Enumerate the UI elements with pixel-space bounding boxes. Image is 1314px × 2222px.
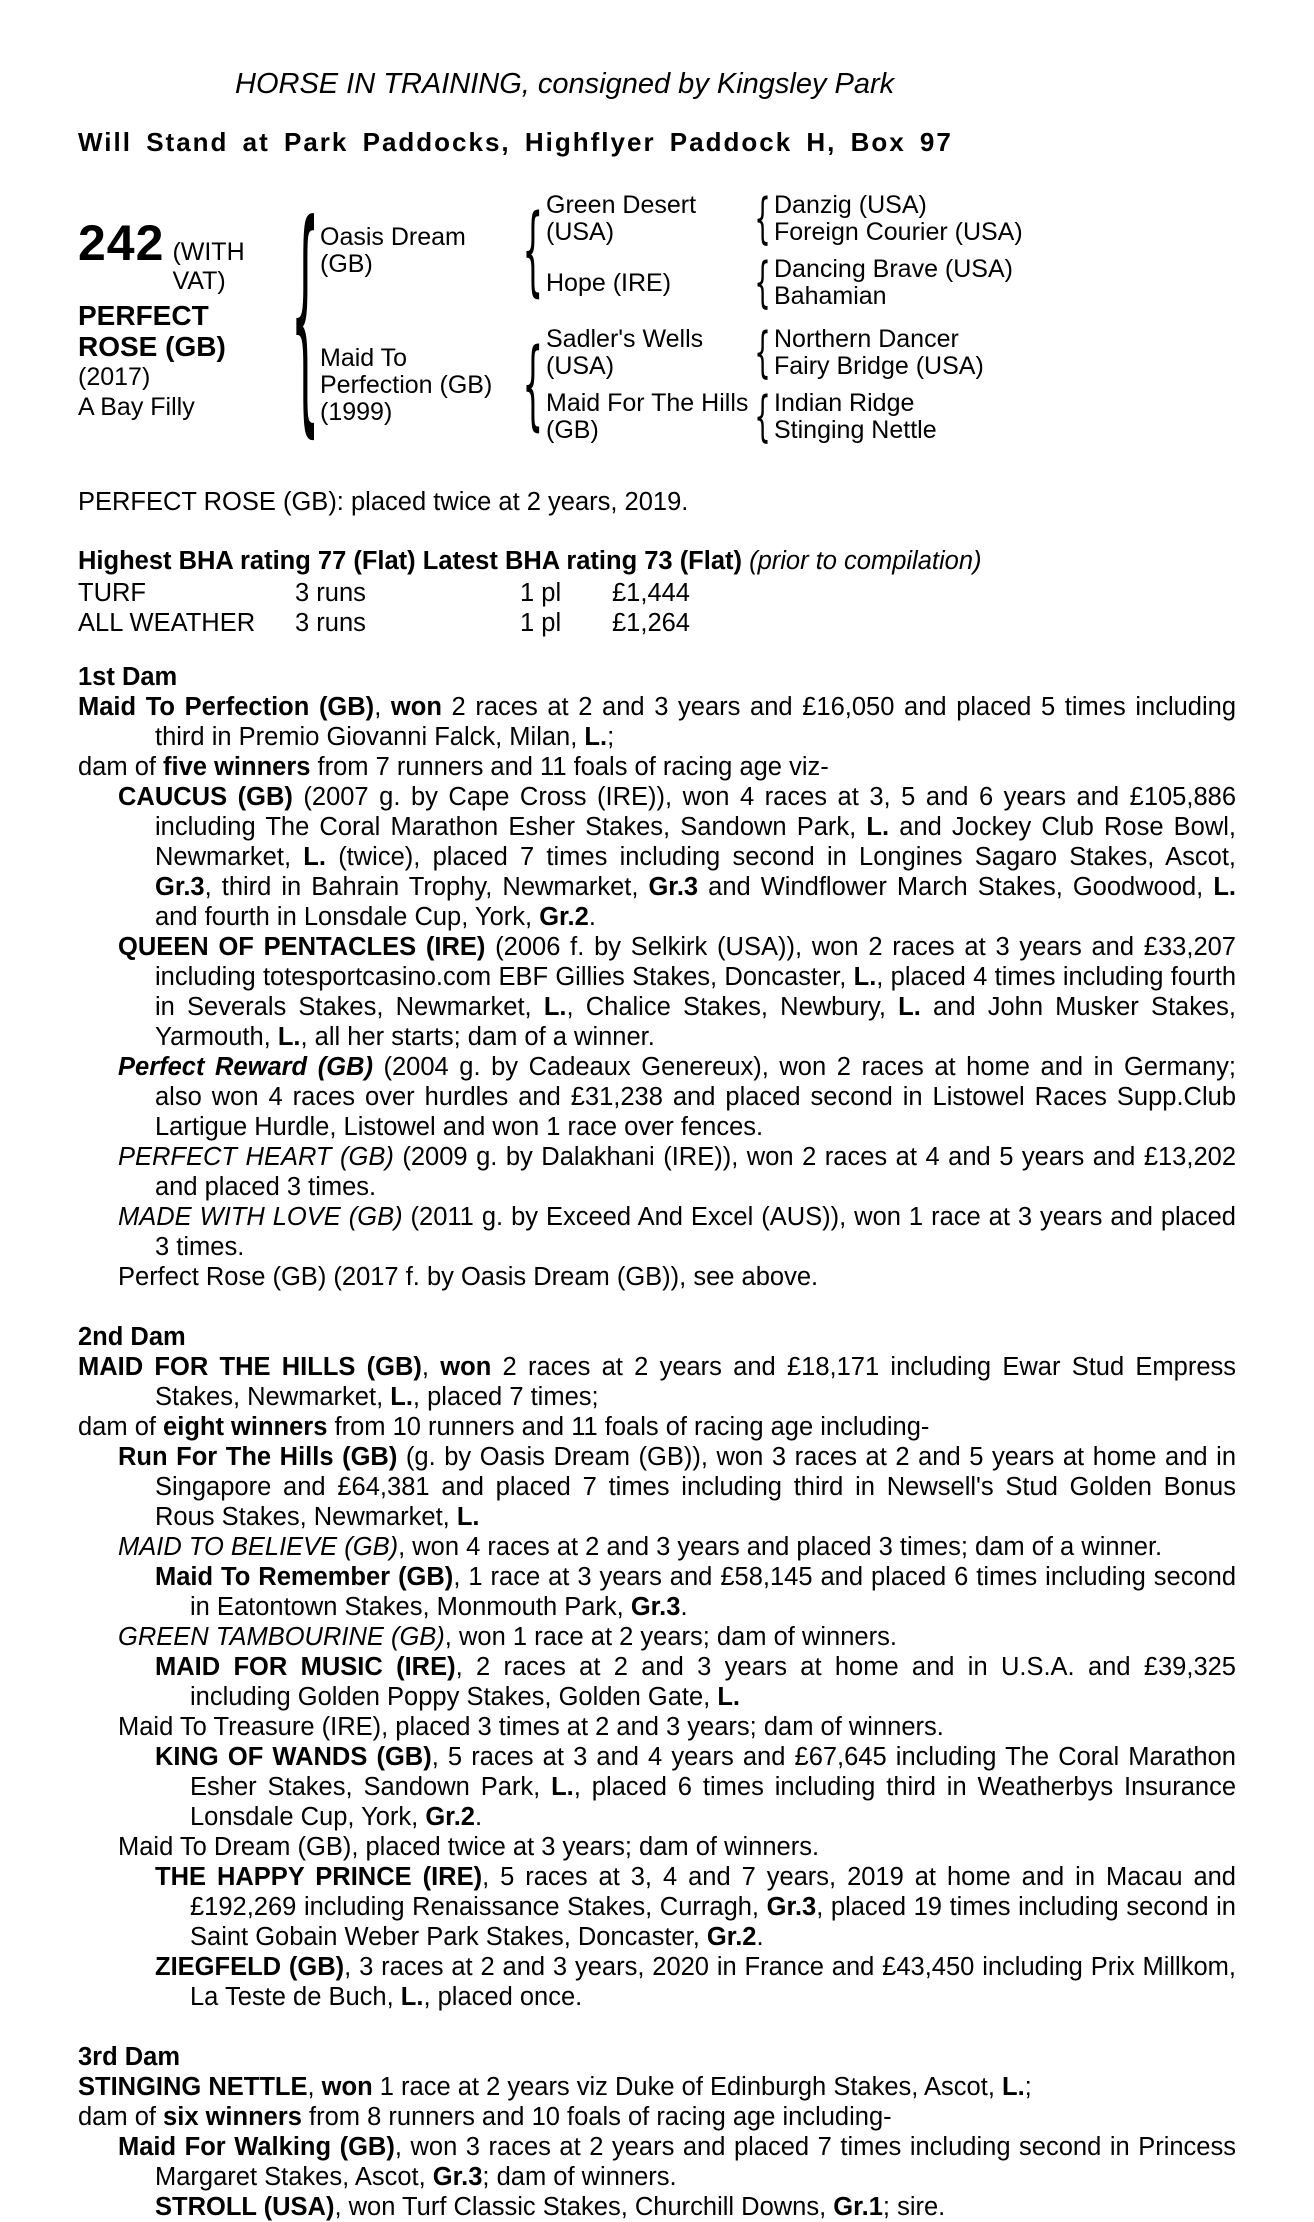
sire-branch [320,187,1023,315]
race-record-earnings: £1,264 [612,609,690,637]
pedigree-paragraph: KING OF WANDS (GB), 5 races at 3 and 4 years and £67,645 including The Coral Marathon Esher Stakes, Sandown Park, L., placed 6 times including third in Weatherbys Insurance Lonsdale Cup, York, Gr.2. [155,1743,1236,1831]
race-record-runs: 3 runs [295,609,366,637]
race-record-table [78,578,1236,638]
race-record-places: 1 pl [520,609,562,637]
race-record-summary: PERFECT ROSE (GB): placed twice at 2 years, 2019. [78,488,689,516]
sire-sire-sire: Danzig (USA) [774,191,927,219]
sire-dam-brace: { [754,251,772,315]
bha-rating-line [78,547,1236,576]
sire-dam-name: Hope (IRE) [546,268,672,297]
dams-sections [78,662,1236,2222]
dam-sire-name: Sadler's Wells (USA) [546,325,704,380]
pedigree-paragraph: MAID FOR THE HILLS (GB), won 2 races at 2 years and £18,171 including Ewar Stud Empress Stakes, Newmarket, L., placed 7 times; [78,1353,1237,1411]
dam-year: (1999) [320,397,393,426]
pedigree-paragraph: Maid To Dream (GB), placed twice at 3 years; dam of winners. [118,1833,820,1861]
pedigree-paragraph: dam of five winners from 7 runners and 11 foals of racing age viz- [78,753,829,781]
pedigree-paragraph: ZIEGFELD (GB), 3 races at 2 and 3 years, 2020 in France and £43,450 including Prix Millkom, La Teste de Buch, L., placed once. [155,1953,1236,2011]
sire-dam-dam: Bahamian [774,282,887,310]
dam-name [320,345,520,426]
race-record-earnings: £1,444 [612,579,690,607]
stand-location: Will Stand at Park Paddocks, Highflyer Paddock H, Box 97 [78,127,953,157]
race-record-places: 1 pl [520,579,562,607]
sire-sire-name: Green Desert (USA) [546,191,697,246]
pedigree-paragraph: MADE WITH LOVE (GB) (2011 g. by Exceed And Excel (AUS)), won 1 race at 3 years and placed 3 times. [118,1203,1236,1261]
race-record-surface: ALL WEATHER [78,609,256,637]
lot-number: 242 [78,215,165,271]
dam-sire-dam: Fairy Bridge (USA) [774,352,984,380]
race-record-row [78,608,1236,638]
lot-and-pedigree [78,174,1236,460]
race-record-runs: 3 runs [295,579,366,607]
sire-sire-group [546,187,1023,251]
pedigree-paragraph: Perfect Reward (GB) (2004 g. by Cadeaux Genereux), won 2 races at home and in Germany; also won 4 races over hurdles and £31,238 and placed second in Listowel Races Supp.Club Lartigue Hurdle, Listowel and won 1 race over fences. [118,1053,1236,1141]
pedigree-paragraph: Run For The Hills (GB) (g. by Oasis Dream (GB)), won 3 races at 2 and 5 years at home and in Singapore and £64,381 and placed 7 times including third in Newsell's Stud Golden Bonus Rous Stakes, Newmarket, L. [118,1443,1236,1531]
dam-dam-name: Maid For The Hills (GB) [546,389,749,444]
pedigree-tree [320,187,1023,449]
pedigree-paragraph: PERFECT HEART (GB) (2009 g. by Dalakhani (IRE)), won 2 races at 4 and 5 years and £13,202 and placed 3 times. [118,1143,1236,1201]
dam-dam-brace: { [754,385,772,449]
dam-name-text: Maid To Perfection (GB) [320,343,493,399]
sire-sire-dam: Foreign Courier (USA) [774,218,1023,246]
bha-rating-note: (prior to compilation) [742,547,982,575]
dam-heading: 1st Dam [78,663,178,691]
horse-name: PERFECT ROSE (GB) [78,300,226,362]
lot-info [78,214,290,422]
pedigree-outer-brace: { [290,174,320,460]
birth-year: (2017) [78,363,151,391]
pedigree-paragraph: MAID TO BELIEVE (GB), won 4 races at 2 and 3 years and placed 3 times; dam of a winner. [118,1533,1163,1561]
dam-sire-brace: { [754,321,772,385]
bha-rating-bold: Highest BHA rating 77 (Flat) Latest BHA rating 73 (Flat) [78,547,743,575]
dam-brace: { [522,328,544,442]
dam-dam-sire: Indian Ridge [774,389,915,417]
consignment-header: HORSE IN TRAINING, consigned by Kingsley Park [235,68,895,100]
dam-sire-group [546,321,984,385]
dam-dam-group [546,385,984,449]
dam-branch [320,321,1023,449]
pedigree-paragraph: dam of eight winners from 10 runners and 11 foals of racing age including- [78,1413,930,1441]
pedigree-paragraph: CAUCUS (GB) (2007 g. by Cape Cross (IRE)), won 4 races at 3, 5 and 6 years and £105,886 including The Coral Marathon Esher Stakes, Sandown Park, L. and Jockey Club Rose Bowl, Newmarket, L. (twice), placed 7 times including second in Longines Sagaro Stakes, Ascot, Gr.3, third in Bahrain Trophy, Newmarket, Gr.3 and Windflower March Stakes, Goodwood, L. and fourth in Lonsdale Cup, York, Gr.2. [118,783,1236,931]
sire-sire-brace: { [754,187,772,251]
race-record-surface: TURF [78,579,146,607]
pedigree-paragraph: MAID FOR MUSIC (IRE), 2 races at 2 and 3 years at home and in U.S.A. and £39,325 including Golden Poppy Stakes, Golden Gate, L. [155,1653,1236,1711]
sire-dam-sire: Dancing Brave (USA) [774,255,1013,283]
pedigree-paragraph: GREEN TAMBOURINE (GB), won 1 race at 2 years; dam of winners. [118,1623,897,1651]
pedigree-paragraph: QUEEN OF PENTACLES (IRE) (2006 f. by Selkirk (USA)), won 2 races at 3 years and £33,207 including totesportcasino.com EBF Gillies Stakes, Doncaster, L., placed 4 times including fourth in Severals Stakes, Newmarket, L., Chalice Stakes, Newbury, L. and John Musker Stakes, Yarmouth, L., all her starts; dam of a winner. [118,933,1236,1051]
sire-dam-group [546,251,1023,315]
pedigree-paragraph: STROLL (USA), won Turf Classic Stakes, Churchill Downs, Gr.1; sire. [155,2193,946,2221]
pedigree-paragraph: Perfect Rose (GB) (2017 f. by Oasis Dream (GB)), see above. [118,1263,819,1291]
pedigree-paragraph: dam of six winners from 8 runners and 10 foals of racing age including- [78,2103,892,2131]
pedigree-paragraph: STINGING NETTLE, won 1 race at 2 years viz Duke of Edinburgh Stakes, Ascot, L.; [78,2073,1032,2101]
pedigree-paragraph: Maid For Walking (GB), won 3 races at 2 years and placed 7 times including second in Princess Margaret Stakes, Ascot, Gr.3; dam of winners. [118,2133,1236,2191]
vat-note: (WITH VAT) [172,238,245,295]
dam-sire-sire: Northern Dancer [774,325,959,353]
pedigree-paragraph: Maid To Treasure (IRE), placed 3 times at 2 and 3 years; dam of winners. [118,1713,944,1741]
pedigree-paragraph: THE HAPPY PRINCE (IRE), 5 races at 3, 4 and 7 years, 2019 at home and in Macau and £192,269 including Renaissance Stakes, Curragh, Gr.3, placed 19 times including second in Saint Gobain Weber Park Stakes, Doncaster, Gr.2. [155,1863,1236,1951]
race-record-row [78,578,1236,608]
dam-heading: 3rd Dam [78,2043,181,2071]
pedigree-paragraph: Maid To Remember (GB), 1 race at 3 years and £58,145 and placed 6 times including second in Eatontown Stakes, Monmouth Park, Gr.3. [155,1563,1237,1621]
sire-brace: { [522,194,544,308]
dam-heading: 2nd Dam [78,1323,186,1351]
dam-dam-dam: Stinging Nettle [774,416,937,444]
pedigree-paragraph: Maid To Perfection (GB), won 2 races at 2 and 3 years and £16,050 and placed 5 times including third in Premio Giovanni Falck, Milan, L.; [78,693,1237,751]
sire-name: Oasis Dream (GB) [320,223,466,278]
horse-description: A Bay Filly [78,393,195,421]
